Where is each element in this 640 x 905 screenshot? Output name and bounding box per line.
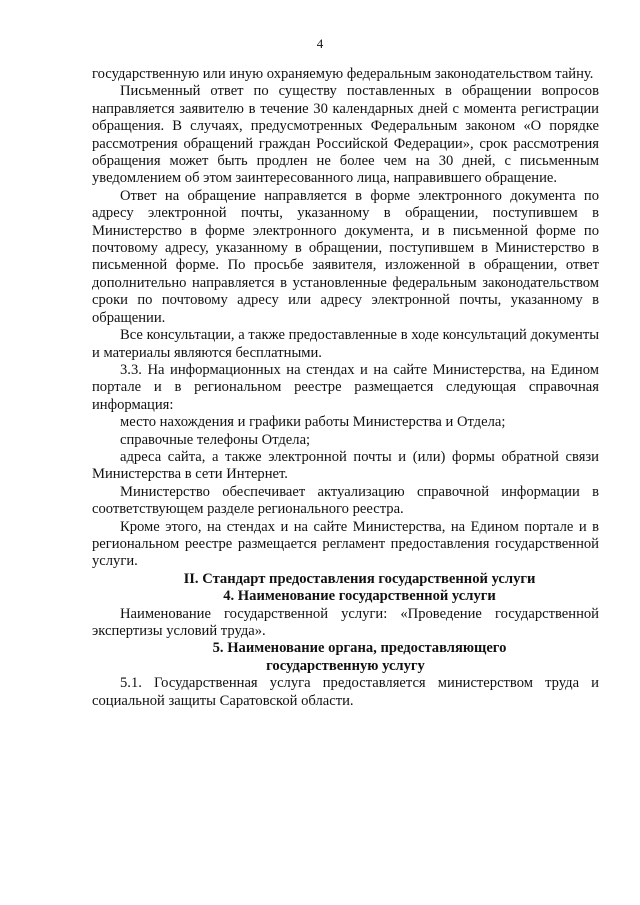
paragraph-actualization: Министерство обеспечивает актуализацию справочной информации в соответствующем разделе регионального реестра. <box>92 483 599 518</box>
list-item-addresses: адреса сайта, а также электронной почты и (или) формы обратной связи Министерства в сети Интернет. <box>92 448 599 483</box>
list-item-location: место нахождения и графики работы Министерства и Отдела; <box>120 414 506 431</box>
subheading-5: 5. Наименование органа, предоставляющего государственную услугу <box>212 640 507 674</box>
paragraph-3-3: 3.3. На информационных на стендах и на сайте Министерства, на Едином портале и в региональном реестре размещается следующая справочная информация: <box>92 361 599 413</box>
paragraph-service-name: Наименование государственной услуги: «Проведение государственной экспертизы условий труда». <box>92 605 599 639</box>
document-body <box>92 66 599 710</box>
section-heading-ii: II. Стандарт предоставления государственной услуги <box>183 570 536 587</box>
paragraph-written-response: Письменный ответ по существу поставленных в обращении вопросов направляется заявителю в течение 30 календарных дней с момента регистрации обращения. В случаях, предусмотренных Федеральным законом «О порядке рассмотрения обращений граждан Российской Федерации», срок рассмотрения обращения может быть продлен не более чем на 30 дней, с письменным уведомлением об этом заинтересованного лица, направившего обращение. <box>92 83 599 187</box>
paragraph-continuation: государственную или иную охраняемую федеральным законодательством тайну. <box>92 66 594 82</box>
page-number: 4 <box>316 36 324 51</box>
subheading-4: 4. Наименование государственной услуги <box>223 588 496 605</box>
list-item-phones: справочные телефоны Отдела; <box>120 431 311 448</box>
paragraph-5-1: 5.1. Государственная услуга предоставляется министерством труда и социальной защиты Саратовской области. <box>92 675 599 709</box>
paragraph-free-consultations: Все консультации, а также предоставленные в ходе консультаций документы и материалы являются бесплатными. <box>92 327 599 361</box>
paragraph-electronic-response: Ответ на обращение направляется в форме электронного документа по адресу электронной почты, указанному в обращении, поступившем в Министерство в форме электронного документа, и в письменной форме по почтовому адресу, указанному в обращении, поступившем в Министерство в письменной форме. По просьбе заявителя, изложенной в обращении, ответ дополнительно направляется в установленные федеральным законодательством сроки по почтовому адресу или адресу электронной почты, указанному в обращении. <box>92 187 599 326</box>
paragraph-regulation-placement: Кроме этого, на стендах и на сайте Министерства, на Едином портале и в региональном реестре размещается регламент предоставления государственной услуги. <box>92 518 599 570</box>
